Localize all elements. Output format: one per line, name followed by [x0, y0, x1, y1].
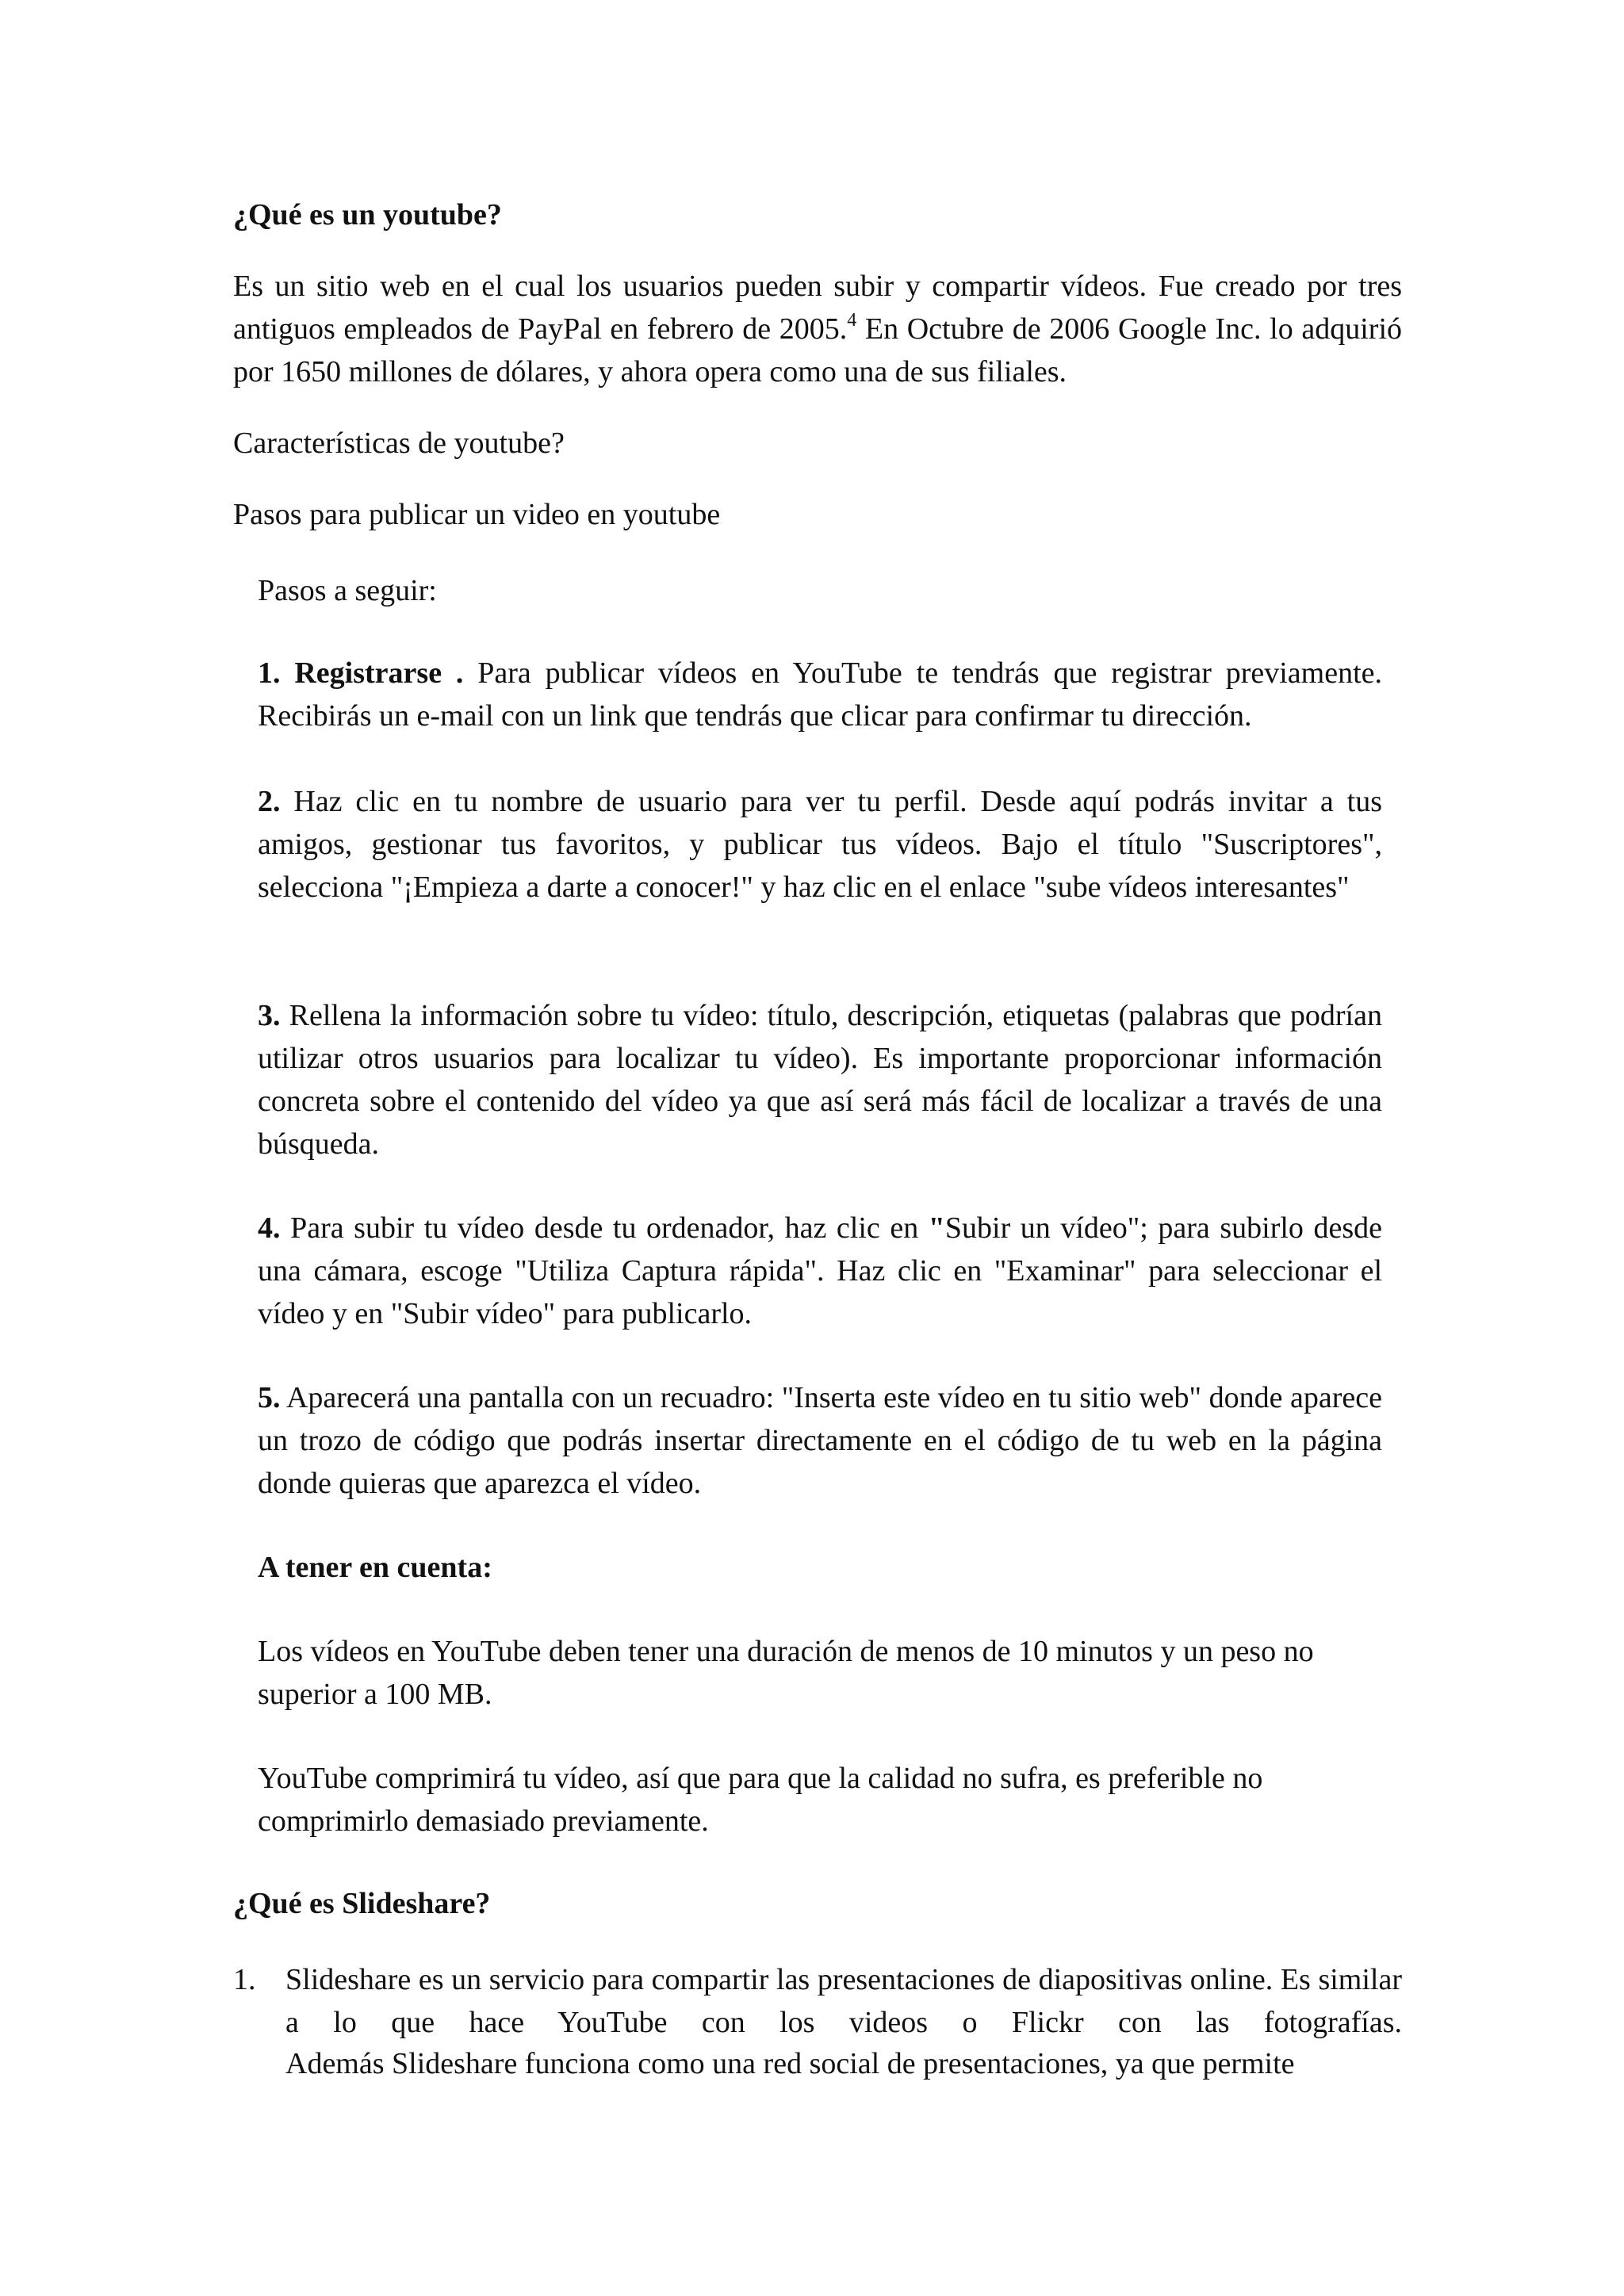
slideshare-item-text: Slideshare es un servicio para compartir las presentaciones de diapositivas online. Es similar a lo que hace YouTube con los videos o Flickr con las fotografías.	[285, 1963, 1402, 2039]
step-4-number: 4.	[258, 1211, 281, 1245]
step-5-paragraph	[258, 1376, 1382, 1505]
step-4-quote: "	[928, 1211, 945, 1245]
tener-en-cuenta-heading: A tener en cuenta:	[258, 1551, 492, 1584]
pasos-seguir-line: Pasos a seguir:	[258, 574, 437, 607]
youtube-intro-text-a: Es un sitio web en el cual los usuarios pueden subir y compartir vídeos. Fue creado por tres antiguos empleados de PayPal en febrero de 2005.	[233, 270, 1402, 346]
step-3-number: 3.	[258, 999, 281, 1032]
slideshare-list-item	[233, 1958, 1402, 2044]
step-5-number: 5.	[258, 1381, 281, 1414]
caracteristicas-line: Características de youtube?	[233, 427, 565, 460]
step-2-paragraph	[258, 780, 1382, 909]
youtube-intro-text-b: En Octubre de 2006 Google Inc. lo adquirió por 1650 millones de dólares, y ahora opera como una de sus filiales.	[233, 312, 1403, 388]
step-3-paragraph	[258, 994, 1382, 1165]
footnote-ref: 4	[847, 310, 857, 331]
step-4-text-b: Subir un vídeo"; para subirlo desde una cámara, escoge "Utiliza Captura rápida". Haz clic en "Examinar" para seleccionar el vídeo y en "Subir vídeo" para publicarlo.	[258, 1211, 1383, 1330]
list-number: 1.	[233, 1963, 256, 1996]
step-3-text: Rellena la información sobre tu vídeo: título, descripción, etiquetas (palabras que podrían utilizar otros usuarios para localizar tu vídeo). Es importante proporcionar información concreta sobre el contenido del vídeo ya que así será más fácil de localizar a través de una búsqueda.	[258, 999, 1382, 1161]
step-2-number: 2.	[258, 785, 281, 818]
slideshare-heading: ¿Qué es Slideshare?	[233, 1887, 491, 1920]
step-4-text-a: Para subir tu vídeo desde tu ordenador, haz clic en	[280, 1211, 929, 1245]
youtube-intro-paragraph	[233, 265, 1402, 393]
slideshare-continuation: Además Slideshare funciona como una red social de presentaciones, ya que permite	[285, 2047, 1295, 2080]
nota-duracion: Los vídeos en YouTube deben tener una duración de menos de 10 minutos y un peso no superior a 100 MB.	[258, 1635, 1314, 1711]
step-2-text: Haz clic en tu nombre de usuario para ver tu perfil. Desde aquí podrás invitar a tus amigos, gestionar tus favoritos, y publicar tus vídeos. Bajo el título "Suscriptores", selecciona "¡Empieza a darte a conocer!" y haz clic en el enlace "sube vídeos interesantes"	[258, 785, 1382, 904]
nota-compresion: YouTube comprimirá tu vídeo, así que para que la calidad no sufra, es preferible no comprimirlo demasiado previamente.	[258, 1762, 1263, 1838]
step-1-paragraph	[258, 652, 1382, 737]
step-1-title: Registrarse .	[294, 656, 464, 690]
step-4-paragraph	[258, 1207, 1382, 1335]
pasos-publicar-line: Pasos para publicar un video en youtube	[233, 498, 721, 531]
step-1-text: Para publicar vídeos en YouTube te tendrás que registrar previamente. Recibirás un e-mail con un link que tendrás que clicar para confirmar tu dirección.	[258, 656, 1382, 733]
step-1-number: 1.	[258, 656, 281, 690]
step-5-text: Aparecerá una pantalla con un recuadro: "Inserta este vídeo en tu sitio web" donde aparece un trozo de código que podrás insertar directamente en el código de tu web en la página donde quieras que aparezca el vídeo.	[258, 1381, 1382, 1500]
youtube-heading: ¿Qué es un youtube?	[233, 198, 502, 232]
